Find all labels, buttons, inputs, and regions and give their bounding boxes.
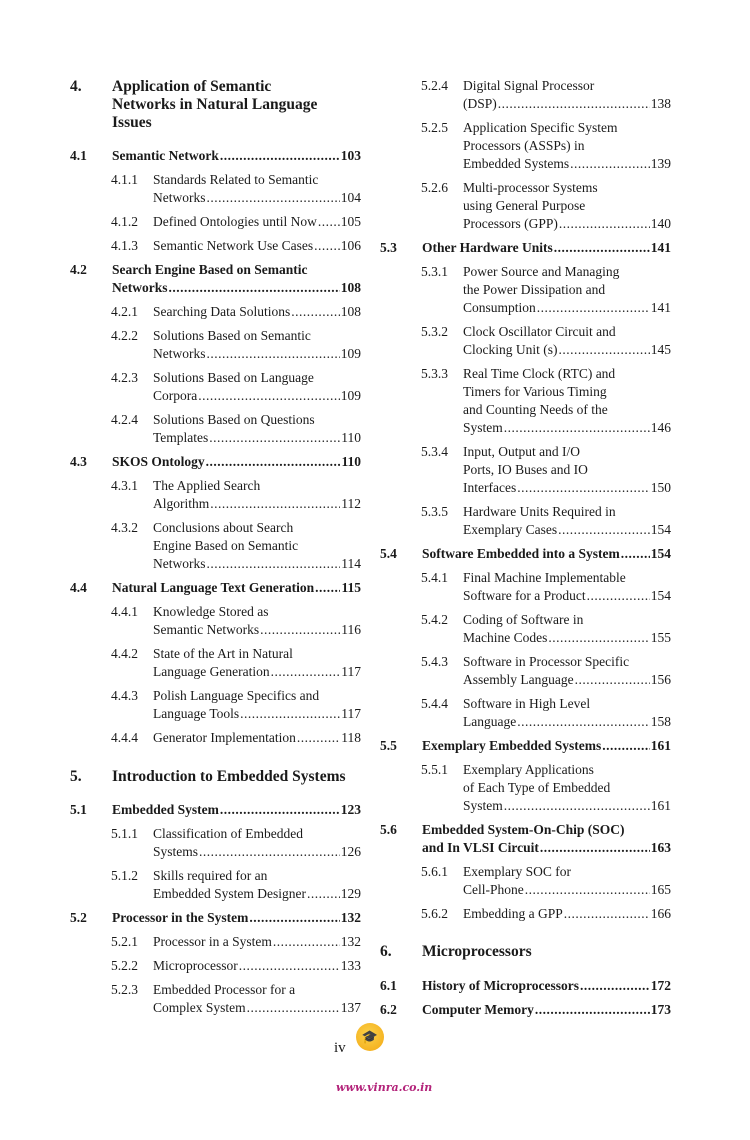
- entry-title-line: Embedding a GPP: [463, 906, 563, 921]
- entry-number: 5.2: [70, 910, 87, 925]
- entry-number: 5.2.4: [421, 78, 448, 93]
- entry-page-number: 109: [340, 346, 361, 361]
- dot-leader: [317, 213, 340, 231]
- entry-title-line: SKOS Ontology: [112, 454, 205, 469]
- entry-number: 4.1.1: [111, 172, 138, 187]
- entry-number: 5.1: [70, 802, 87, 817]
- entry-title-line: and In VLSI Circuit: [422, 840, 539, 855]
- entry-page-number: 108: [340, 304, 361, 319]
- dot-leader: [601, 737, 649, 755]
- entry-title-line: Knowledge Stored as: [153, 604, 269, 619]
- entry-number: 5.3.1: [421, 264, 448, 279]
- entry-number: 4.4.1: [111, 604, 138, 619]
- entry-number: 4.: [70, 78, 82, 95]
- entry-title-line: Embedded System-On-Chip (SOC): [422, 822, 625, 837]
- entry-page-number: 137: [340, 1000, 361, 1015]
- entry-page-number: 138: [650, 96, 671, 111]
- entry-page-number: 156: [650, 672, 671, 687]
- entry-number: 4.1.2: [111, 214, 138, 229]
- entry-title-line: Conclusions about Search: [153, 520, 294, 535]
- entry-title-line: Search Engine Based on Semantic: [112, 262, 308, 277]
- dot-leader: [248, 909, 339, 927]
- entry-page-number: 154: [650, 522, 671, 537]
- entry-title-line: Corpora: [153, 388, 198, 403]
- entry-title-line: Final Machine Implementable: [463, 570, 626, 585]
- entry-title-line: History of Microprocessors: [422, 978, 579, 993]
- entry-title-line: Natural Language Text Generation: [112, 580, 315, 595]
- entry-number: 5.2.2: [111, 958, 138, 973]
- entry-title-line: Introduction to Embedded Systems: [112, 768, 346, 785]
- entry-page-number: 163: [650, 840, 671, 855]
- dot-leader: [314, 579, 340, 597]
- entry-number: 5.3: [380, 240, 397, 255]
- entry-title-line: Coding of Software in: [463, 612, 584, 627]
- entry-number: 6.1: [380, 978, 397, 993]
- entry-title-line: Embedded Systems: [463, 156, 570, 171]
- entry-number: 5.6.2: [421, 906, 448, 921]
- entry-title-line: Solutions Based on Language: [153, 370, 314, 385]
- entry-page-number: 108: [340, 280, 361, 295]
- dot-leader: [205, 453, 341, 471]
- entry-title-line: Engine Based on Semantic: [153, 538, 299, 553]
- dot-leader: [516, 479, 650, 497]
- entry-page-number: 158: [650, 714, 671, 729]
- entry-page-number: 117: [341, 664, 361, 679]
- dot-leader: [557, 521, 650, 539]
- entry-title-line: Ports, IO Buses and IO: [463, 462, 588, 477]
- entry-title-line: Language Generation: [153, 664, 270, 679]
- entry-title-line: Language Tools: [153, 706, 240, 721]
- entry-title-line: Processors (ASSPs) in: [463, 138, 585, 153]
- entry-title-line: Real Time Clock (RTC) and: [463, 366, 616, 381]
- entry-title-line: Software in High Level: [463, 696, 591, 711]
- entry-page-number: 103: [340, 148, 361, 163]
- entry-title-line: Exemplary Embedded Systems: [422, 738, 602, 753]
- entry-number: 4.2.4: [111, 412, 138, 427]
- dot-leader: [206, 189, 340, 207]
- dot-leader: [239, 705, 340, 723]
- entry-number: 4.3.2: [111, 520, 138, 535]
- page-number: iv: [334, 1040, 346, 1056]
- entry-number: 5.2.5: [421, 120, 448, 135]
- entry-page-number: 115: [341, 580, 361, 595]
- entry-title-line: Standards Related to Semantic: [153, 172, 319, 187]
- entry-page-number: 123: [340, 802, 361, 817]
- entry-title-line: Digital Signal Processor: [463, 78, 595, 93]
- entry-title-line: Searching Data Solutions: [153, 304, 291, 319]
- dot-leader: [558, 341, 650, 359]
- entry-number: 5.4.3: [421, 654, 448, 669]
- entry-title-line: Hardware Units Required in: [463, 504, 616, 519]
- entry-title-line: Embedded Processor for a: [153, 982, 296, 997]
- entry-title-line: Exemplary Applications: [463, 762, 594, 777]
- entry-page-number: 141: [650, 300, 671, 315]
- dot-leader: [296, 729, 340, 747]
- entry-number: 4.2.1: [111, 304, 138, 319]
- entry-number: 4.3.1: [111, 478, 138, 493]
- dot-leader: [270, 663, 341, 681]
- entry-number: 5.3.5: [421, 504, 448, 519]
- entry-page-number: 154: [650, 588, 671, 603]
- entry-title-line: Polish Language Specifics and: [153, 688, 320, 703]
- entry-page-number: 133: [340, 958, 361, 973]
- entry-number: 6.2: [380, 1002, 397, 1017]
- entry-page-number: 161: [650, 738, 671, 753]
- entry-title-line: Networks in Natural Language: [112, 96, 318, 113]
- entry-number: 5.5: [380, 738, 397, 753]
- dot-leader: [558, 215, 650, 233]
- entry-title-line: Templates: [153, 430, 209, 445]
- entry-title-line: Interfaces: [463, 480, 517, 495]
- dot-leader: [306, 885, 340, 903]
- entry-title-line: of Each Type of Embedded: [463, 780, 611, 795]
- entry-number: 5.3.2: [421, 324, 448, 339]
- entry-title-line: Networks: [153, 556, 206, 571]
- entry-title-line: Solutions Based on Questions: [153, 412, 315, 427]
- entry-title-line: Input, Output and I/O: [463, 444, 580, 459]
- entry-title-line: Other Hardware Units: [422, 240, 553, 255]
- entry-title-line: Issues: [112, 114, 152, 131]
- entry-number: 4.2.2: [111, 328, 138, 343]
- dot-leader: [503, 797, 650, 815]
- dot-leader: [620, 545, 650, 563]
- entry-title-line: Semantic Network: [112, 148, 219, 163]
- entry-title-line: Microprocessors: [422, 943, 532, 960]
- entry-title-line: Exemplary SOC for: [463, 864, 571, 879]
- entry-page-number: 146: [650, 420, 671, 435]
- entry-page-number: 105: [340, 214, 361, 229]
- entry-title-line: Semantic Network Use Cases: [153, 238, 314, 253]
- entry-title-line: Application Specific System: [463, 120, 618, 135]
- entry-page-number: 173: [650, 1002, 671, 1017]
- publisher-logo: [356, 1023, 384, 1051]
- dot-leader: [219, 147, 340, 165]
- dot-leader: [206, 555, 341, 573]
- entry-number: 4.2.3: [111, 370, 138, 385]
- entry-page-number: 112: [341, 496, 361, 511]
- entry-number: 5.6: [380, 822, 397, 837]
- entry-page-number: 116: [341, 622, 361, 637]
- entry-title-line: Assembly Language: [463, 672, 574, 687]
- entry-title-line: Timers for Various Timing: [463, 384, 607, 399]
- entry-page-number: 141: [650, 240, 671, 255]
- entry-number: 4.2: [70, 262, 87, 277]
- entry-title-line: the Power Dissipation and: [463, 282, 606, 297]
- entry-number: 4.1: [70, 148, 87, 163]
- dot-leader: [272, 933, 340, 951]
- dot-leader: [503, 419, 650, 437]
- entry-title-line: System: [463, 798, 503, 813]
- dot-leader: [259, 621, 340, 639]
- entry-title-line: Computer Memory: [422, 1002, 534, 1017]
- entry-page-number: 140: [650, 216, 671, 231]
- entry-number: 5.5.1: [421, 762, 448, 777]
- dot-leader: [553, 239, 650, 257]
- dot-leader: [579, 977, 650, 995]
- entry-title-line: Defined Ontologies until Now: [153, 214, 317, 229]
- entry-page-number: 106: [340, 238, 361, 253]
- entry-number: 5.3.3: [421, 366, 448, 381]
- entry-page-number: 117: [341, 706, 361, 721]
- dot-leader: [246, 999, 340, 1017]
- entry-number: 4.4: [70, 580, 87, 595]
- entry-number: 5.6.1: [421, 864, 448, 879]
- entry-title-line: Embedded System: [112, 802, 219, 817]
- entry-title-line: Complex System: [153, 1000, 246, 1015]
- entry-number: 5.4.4: [421, 696, 448, 711]
- entry-title-line: Power Source and Managing: [463, 264, 620, 279]
- entry-page-number: 166: [650, 906, 671, 921]
- entry-page-number: 109: [340, 388, 361, 403]
- entry-page-number: 172: [650, 978, 671, 993]
- dot-leader: [209, 495, 340, 513]
- entry-page-number: 154: [650, 546, 671, 561]
- dot-leader: [198, 843, 340, 861]
- entry-title-line: Cell-Phone: [463, 882, 524, 897]
- dot-leader: [516, 713, 650, 731]
- entry-number: 5.1.2: [111, 868, 138, 883]
- entry-page-number: 161: [650, 798, 671, 813]
- entry-title-line: Microprocessor: [153, 958, 238, 973]
- dot-leader: [197, 387, 340, 405]
- entry-title-line: State of the Art in Natural: [153, 646, 293, 661]
- entry-number: 5.4.1: [421, 570, 448, 585]
- entry-title-line: Processor in the System: [112, 910, 249, 925]
- entry-page-number: 132: [340, 934, 361, 949]
- entry-title-line: Solutions Based on Semantic: [153, 328, 311, 343]
- entry-number: 5.4: [380, 546, 397, 561]
- dot-leader: [208, 429, 340, 447]
- entry-number: 5.4.2: [421, 612, 448, 627]
- dot-leader: [539, 839, 650, 857]
- entry-title-line: Software in Processor Specific: [463, 654, 630, 669]
- entry-title-line: Multi-processor Systems: [463, 180, 598, 195]
- entry-page-number: 150: [650, 480, 671, 495]
- entry-title-line: Software for a Product: [463, 588, 586, 603]
- entry-title-line: Processors (GPP): [463, 216, 558, 231]
- entry-number: 4.4.4: [111, 730, 138, 745]
- entry-title-line: Algorithm: [153, 496, 210, 511]
- entry-title-line: Application of Semantic: [112, 78, 272, 95]
- dot-leader: [497, 95, 650, 113]
- entry-title-line: Clock Oscillator Circuit and: [463, 324, 616, 339]
- entry-title-line: Language: [463, 714, 517, 729]
- entry-title-line: Networks: [112, 280, 168, 295]
- entry-number: 5.1.1: [111, 826, 138, 841]
- entry-page-number: 132: [340, 910, 361, 925]
- dot-leader: [569, 155, 650, 173]
- entry-title-line: Embedded System Designer: [153, 886, 306, 901]
- dot-leader: [547, 629, 649, 647]
- dot-leader: [574, 671, 650, 689]
- entry-page-number: 114: [341, 556, 361, 571]
- dot-leader: [536, 299, 650, 317]
- entry-number: 5.3.4: [421, 444, 448, 459]
- entry-page-number: 155: [650, 630, 671, 645]
- entry-title-line: Machine Codes: [463, 630, 548, 645]
- entry-number: 5.2.1: [111, 934, 138, 949]
- entry-page-number: 110: [341, 454, 361, 469]
- dot-leader: [586, 587, 650, 605]
- entry-title-line: Processor in a System: [153, 934, 272, 949]
- entry-title-line: The Applied Search: [153, 478, 261, 493]
- dot-leader: [290, 303, 340, 321]
- entry-number: 4.4.3: [111, 688, 138, 703]
- entry-number: 4.4.2: [111, 646, 138, 661]
- entry-title-line: Networks: [153, 190, 206, 205]
- entry-page-number: 145: [650, 342, 671, 357]
- entry-title-line: Skills required for an: [153, 868, 268, 883]
- entry-number: 4.3: [70, 454, 87, 469]
- entry-page-number: 139: [650, 156, 671, 171]
- entry-title-line: Networks: [153, 346, 206, 361]
- dot-leader: [563, 905, 650, 923]
- entry-title-line: Generator Implementation: [153, 730, 296, 745]
- entry-title-line: Semantic Networks: [153, 622, 260, 637]
- entry-title-line: System: [463, 420, 503, 435]
- entry-page-number: 165: [650, 882, 671, 897]
- entry-page-number: 118: [341, 730, 361, 745]
- entry-number: 5.: [70, 768, 82, 785]
- dot-leader: [168, 279, 340, 297]
- entry-title-line: Software Embedded into a System: [422, 546, 620, 561]
- entry-title-line: Classification of Embedded: [153, 826, 303, 841]
- entry-title-line: and Counting Needs of the: [463, 402, 608, 417]
- publisher-url[interactable]: www.vinra.co.in: [336, 1081, 433, 1094]
- entry-page-number: 104: [340, 190, 361, 205]
- dot-leader: [238, 957, 340, 975]
- dot-leader: [313, 237, 340, 255]
- dot-leader: [219, 801, 340, 819]
- dot-leader: [524, 881, 650, 899]
- entry-number: 5.2.6: [421, 180, 448, 195]
- entry-page-number: 110: [341, 430, 361, 445]
- entry-title-line: using General Purpose: [463, 198, 586, 213]
- graduation-cap-icon: 🎓: [361, 1029, 379, 1044]
- dot-leader: [534, 1001, 650, 1019]
- entry-title-line: Exemplary Cases: [463, 522, 558, 537]
- entry-title-line: Systems: [153, 844, 199, 859]
- entry-number: 4.1.3: [111, 238, 138, 253]
- entry-number: 6.: [380, 943, 392, 960]
- entry-title-line: Consumption: [463, 300, 536, 315]
- entry-title-line: (DSP): [463, 96, 497, 111]
- dot-leader: [206, 345, 340, 363]
- entry-page-number: 129: [340, 886, 361, 901]
- entry-number: 5.2.3: [111, 982, 138, 997]
- entry-title-line: Clocking Unit (s): [463, 342, 558, 357]
- entry-page-number: 126: [340, 844, 361, 859]
